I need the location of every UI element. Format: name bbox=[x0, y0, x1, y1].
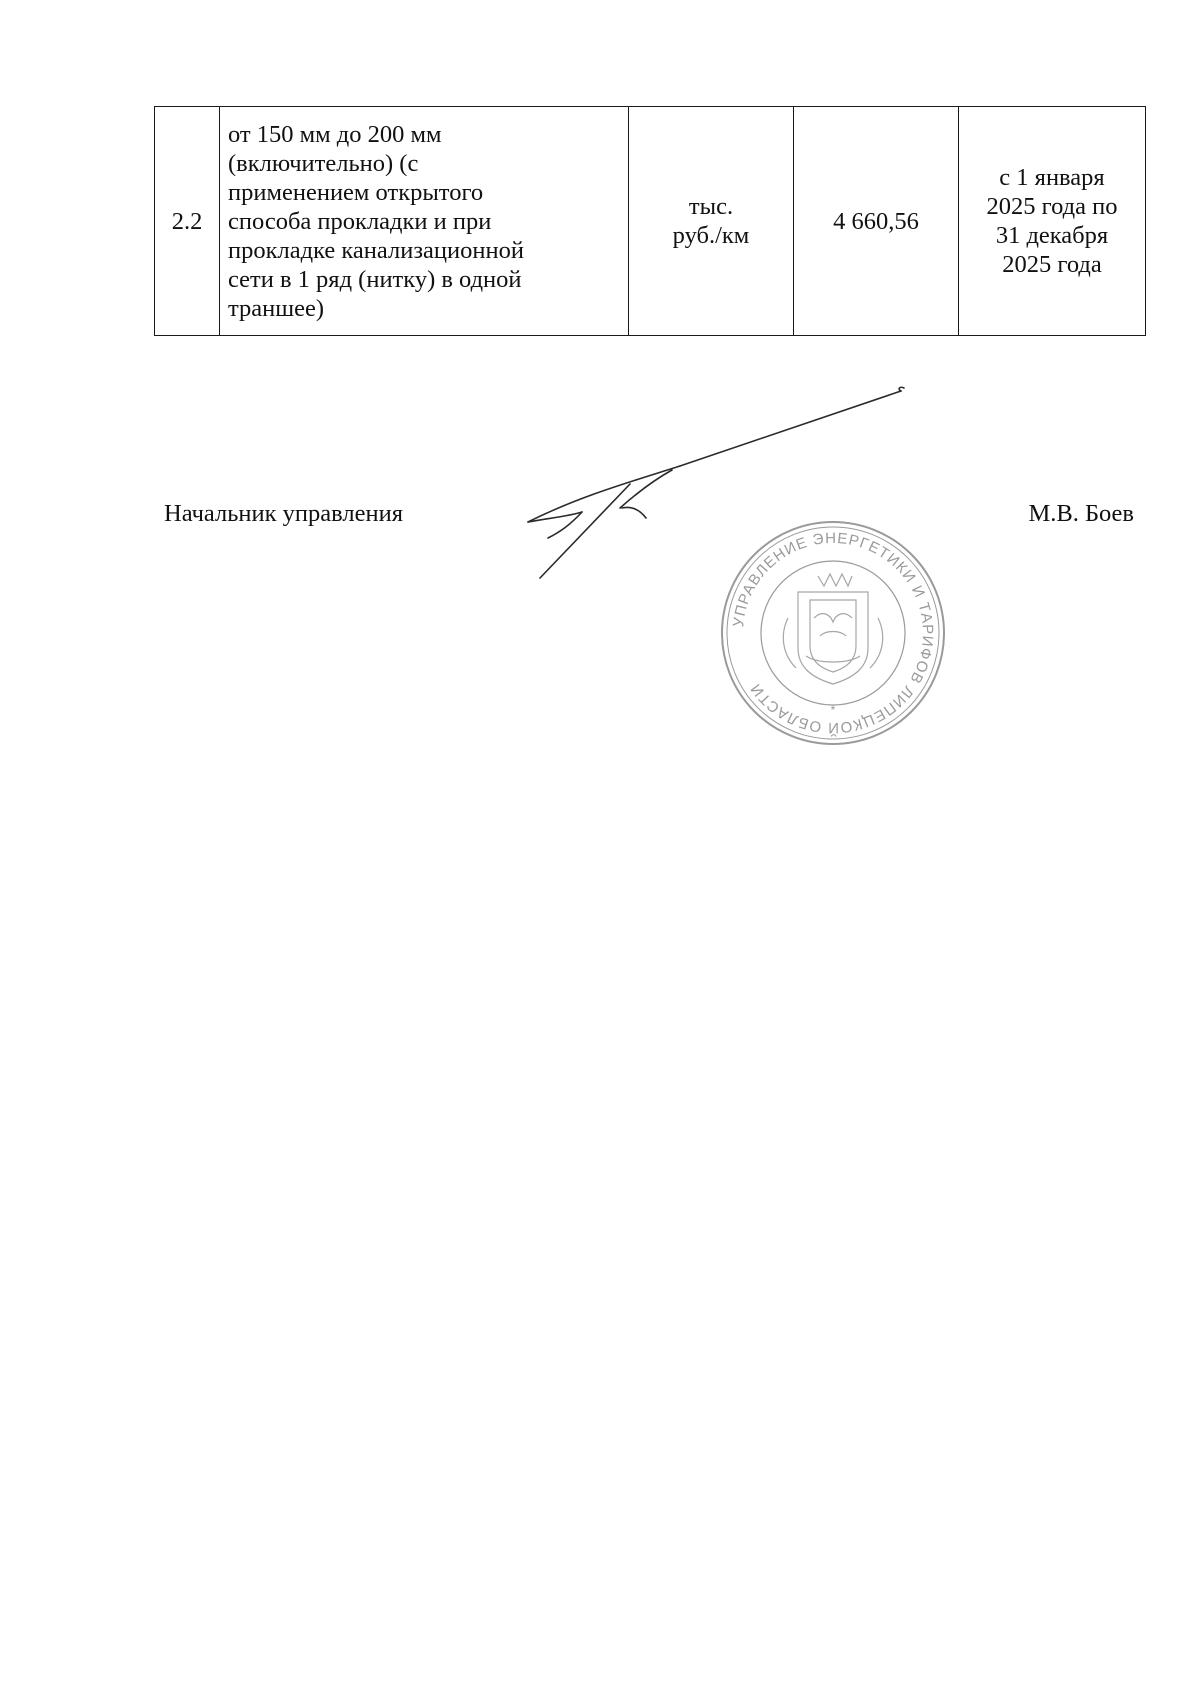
tariff-table bbox=[154, 106, 1146, 336]
signatory-position: Начальник управления bbox=[164, 500, 403, 527]
signatory-name: М.В. Боев bbox=[1028, 500, 1134, 527]
row-name-cell: от 150 мм до 200 мм (включительно) (с применением открытого способа прокладки и при прокладке канализационной сети в 1 ряд (нитку) в одной траншее) bbox=[220, 107, 629, 336]
row-value-cell: 4 660,56 bbox=[794, 107, 959, 336]
seal-text: УПРАВЛЕНИЕ ЭНЕРГЕТИКИ И ТАРИФОВ ЛИПЕЦКОЙ ОБЛАСТИ bbox=[730, 529, 937, 737]
row-number-cell: 2.2 bbox=[155, 107, 220, 336]
row-unit-cell: тыс. руб./км bbox=[629, 107, 794, 336]
coat-of-arms-icon bbox=[783, 574, 882, 684]
official-seal bbox=[718, 518, 948, 748]
seal-star-icon: * bbox=[830, 703, 836, 717]
row-period-cell: с 1 января 2025 года по 31 декабря 2025 года bbox=[959, 107, 1146, 336]
table-row bbox=[155, 107, 1146, 336]
